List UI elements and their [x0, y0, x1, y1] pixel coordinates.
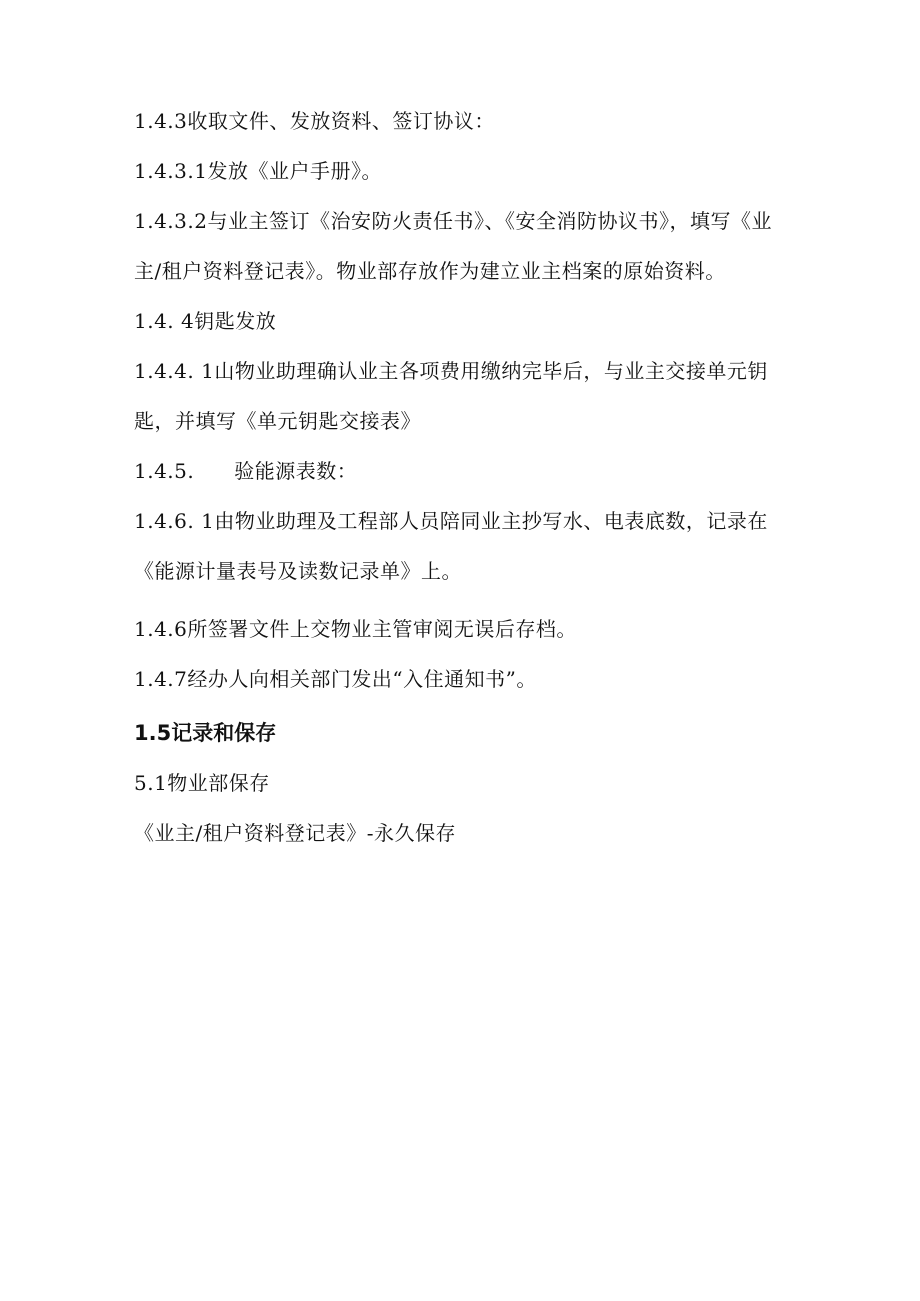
para-1-4-3-2: 1.4.3.2与业主签订《治安防火责任书》、《安全消防协议书》，填写《业主/租户资料登记表》。物业部存放作为建立业主档案的原始资料。: [134, 209, 772, 283]
retention-item: 《业主/租户资料登记表》-永久保存: [134, 821, 456, 845]
para-1-4-4: 1.4. 4钥匙发放: [134, 309, 277, 333]
para-1-4-6-1: 1.4.6. 1由物业助理及工程部人员陪同业主抄写水、电表底数，记录在《能源计量表号及读数记录单》上。: [134, 509, 768, 583]
para-1-4-5: [134, 446, 784, 496]
document-body: [134, 96, 784, 858]
para-1-4-5-text: 验能源表数：: [234, 459, 358, 483]
section-heading-1-5: 1.5记录和保存: [134, 721, 277, 745]
subsection-5-1: 5.1物业部保存: [134, 771, 270, 795]
para-1-4-7: 1.4.7经办人向相关部门发出“入住通知书”。: [134, 667, 537, 691]
para-1-4-3-1: 1.4.3.1发放《业户手册》。: [134, 159, 382, 183]
para-1-4-5-number: 1.4.5.: [134, 459, 195, 483]
para-1-4-4-1: 1.4.4. 1山物业助理确认业主各项费用缴纳完毕后，与业主交接单元钥匙，并填写《单元钥匙交接表》: [134, 359, 768, 433]
para-1-4-3: 1.4.3收取文件、发放资料、签订协议：: [134, 109, 495, 133]
para-1-4-6: 1.4.6所签署文件上交物业主管审阅无误后存档。: [134, 617, 577, 641]
